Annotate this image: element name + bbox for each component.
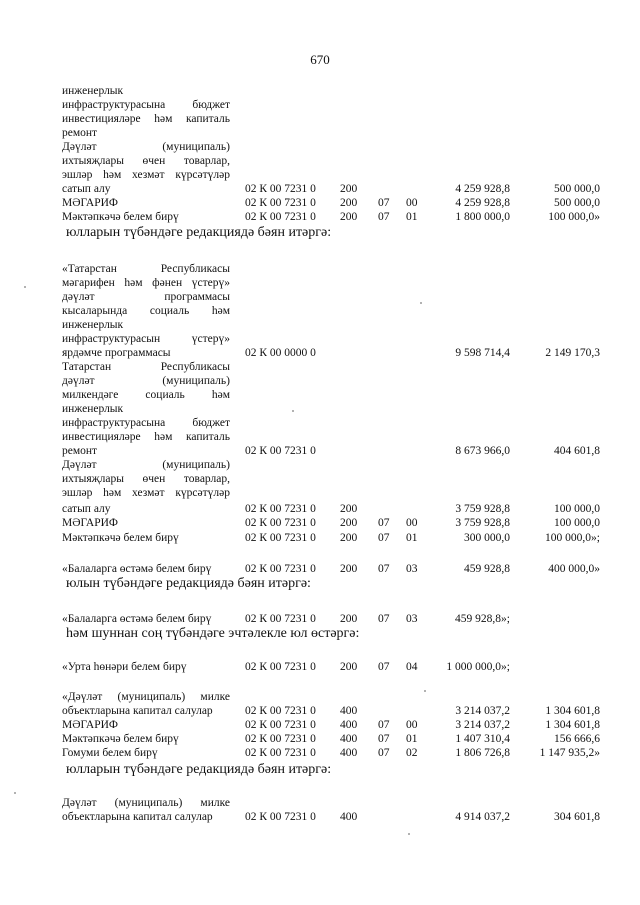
row-type: 400: [340, 733, 358, 745]
row-name: сатып алу: [62, 503, 111, 515]
row-value-2: 500 000,0: [554, 197, 600, 209]
description-line: инженерлык: [62, 403, 124, 415]
row-subsection: 01: [406, 733, 418, 745]
row-value-1: 1 000 000,0»;: [446, 661, 510, 673]
row-code: 02 К 00 7231 0: [245, 445, 316, 457]
row-subsection: 01: [406, 211, 418, 223]
description-line: инвестицияләре һәм капиталь: [62, 431, 230, 443]
row-value-1: 459 928,8»;: [455, 613, 510, 625]
description-line: инфраструктурасына бюджет: [62, 99, 230, 111]
row-type: 200: [340, 183, 358, 195]
row-code: 02 К 00 7231 0: [245, 747, 316, 759]
row-name: ремонт: [62, 445, 98, 457]
scan-speck: [420, 302, 422, 304]
row-code: 02 К 00 7231 0: [245, 183, 316, 195]
description-line: «Дәүләт (муниципаль) милке: [62, 691, 230, 703]
description-line: инфраструктурасына бюджет: [62, 417, 230, 429]
description-line: ремонт: [62, 127, 98, 139]
row-type: 200: [340, 563, 358, 575]
row-section: 07: [378, 747, 390, 759]
row-section: 07: [378, 211, 390, 223]
description-line: кысаларында социаль һәм: [62, 305, 230, 317]
row-value-1: 3 759 928,8: [455, 517, 510, 529]
row-type: 200: [340, 503, 358, 515]
row-subsection: 00: [406, 517, 418, 529]
description-line: милкендәге социаль һәм: [62, 389, 230, 401]
row-value-1: 1 800 000,0: [455, 211, 510, 223]
row-section: 07: [378, 563, 390, 575]
row-value-1: 4 914 037,2: [455, 811, 510, 823]
row-value-1: 3 214 037,2: [455, 719, 510, 731]
row-value-1: 1 806 726,8: [455, 747, 510, 759]
row-type: 400: [340, 719, 358, 731]
scan-speck: [14, 792, 16, 794]
row-section: 07: [378, 733, 390, 745]
description-line: Татарстан Республикасы: [62, 361, 230, 373]
row-value-2: 304 601,8: [554, 811, 600, 823]
row-value-1: 3 759 928,8: [455, 503, 510, 515]
row-value-1: 459 928,8: [464, 563, 510, 575]
row-code: 02 К 00 7231 0: [245, 211, 316, 223]
row-subsection: 00: [406, 719, 418, 731]
row-code: 02 К 00 7231 0: [245, 661, 316, 673]
description-line: инженерлык: [62, 319, 124, 331]
row-section: 07: [378, 661, 390, 673]
row-name: Гомуми белем бирү: [62, 747, 158, 759]
row-code: 02 К 00 7231 0: [245, 733, 316, 745]
row-type: 400: [340, 811, 358, 823]
row-name: Мәктәпкәчә белем бирү: [62, 532, 179, 544]
row-subsection: 03: [406, 613, 418, 625]
row-type: 200: [340, 211, 358, 223]
row-code: 02 К 00 7231 0: [245, 613, 316, 625]
row-section: 07: [378, 613, 390, 625]
row-value-2: 100 000,0»: [548, 211, 600, 223]
row-code: 02 К 00 0000 0: [245, 347, 316, 359]
amendment-heading: юлларын түбәндәге редакциядә бәян итәргә:: [66, 225, 332, 240]
description-line: мәгарифен һәм фәнен үстерү»: [62, 277, 230, 289]
row-code: 02 К 00 7231 0: [245, 719, 316, 731]
scan-speck: [408, 833, 410, 835]
row-name: Мәктәпкәчә белем бирү: [62, 733, 179, 745]
row-value-2: 100 000,0: [554, 517, 600, 529]
scan-speck: [424, 690, 426, 692]
description-line: эшләр һәм хезмәт күрсәтүләр: [62, 487, 230, 499]
row-section: 07: [378, 719, 390, 731]
row-code: 02 К 00 7231 0: [245, 811, 316, 823]
row-type: 200: [340, 197, 358, 209]
row-subsection: 03: [406, 563, 418, 575]
row-name: Мәктәпкәчә белем бирү: [62, 211, 179, 223]
row-name: МӘГАРИФ: [62, 517, 119, 529]
row-name: объектларына капитал салулар: [62, 705, 213, 717]
row-value-1: 300 000,0: [464, 532, 510, 544]
description-line: ихтыяҗлары өчен товарлар,: [62, 473, 230, 485]
description-line: инженерлык: [62, 85, 124, 97]
row-name: объектларына капитал салулар: [62, 811, 213, 823]
row-type: 200: [340, 613, 358, 625]
row-name: «Урта һөнәри белем бирү: [62, 661, 187, 673]
row-code: 02 К 00 7231 0: [245, 705, 316, 717]
row-value-1: 3 214 037,2: [455, 705, 510, 717]
scan-speck: [292, 410, 294, 412]
description-line: Дәүләт (муниципаль): [62, 459, 230, 471]
row-name: сатып алу: [62, 183, 111, 195]
row-subsection: 00: [406, 197, 418, 209]
row-subsection: 04: [406, 661, 418, 673]
row-value-1: 4 259 928,8: [455, 183, 510, 195]
description-line: дәүләт программасы: [62, 291, 230, 303]
description-line: дәүләт (муниципаль): [62, 375, 230, 387]
row-value-2: 100 000,0»;: [545, 532, 600, 544]
row-value-2: 156 666,6: [554, 733, 600, 745]
row-value-2: 100 000,0: [554, 503, 600, 515]
row-value-1: 8 673 966,0: [455, 445, 510, 457]
row-section: 07: [378, 197, 390, 209]
amendment-heading: һәм шуннан соң түбәндәге эчтәлекле юл өстәргә:: [66, 626, 360, 641]
row-type: 200: [340, 661, 358, 673]
row-type: 400: [340, 705, 358, 717]
row-value-2: 1 304 601,8: [545, 719, 600, 731]
row-code: 02 К 00 7231 0: [245, 503, 316, 515]
row-name: ярдәмче программасы: [62, 347, 171, 359]
row-name: «Балаларга өстәмә белем бирү: [62, 613, 212, 625]
row-code: 02 К 00 7231 0: [245, 532, 316, 544]
row-type: 400: [340, 747, 358, 759]
row-value-1: 4 259 928,8: [455, 197, 510, 209]
row-value-2: 1 147 935,2»: [539, 747, 600, 759]
description-line: Дәүләт (муниципаль) милке: [62, 797, 230, 809]
row-name: МӘГАРИФ: [62, 719, 119, 731]
row-value-2: 2 149 170,3: [545, 347, 600, 359]
row-section: 07: [378, 532, 390, 544]
row-type: 200: [340, 517, 358, 529]
row-type: 200: [340, 532, 358, 544]
description-line: инфраструктурасын үстерү»: [62, 333, 230, 345]
row-name: «Балаларга өстәмә белем бирү: [62, 563, 212, 575]
row-value-1: 1 407 310,4: [455, 733, 510, 745]
row-name: МӘГАРИФ: [62, 197, 119, 209]
row-value-2: 1 304 601,8: [545, 705, 600, 717]
row-code: 02 К 00 7231 0: [245, 563, 316, 575]
row-section: 07: [378, 517, 390, 529]
page-number: 670: [310, 52, 330, 67]
row-value-2: 500 000,0: [554, 183, 600, 195]
row-code: 02 К 00 7231 0: [245, 517, 316, 529]
row-value-2: 404 601,8: [554, 445, 600, 457]
row-subsection: 02: [406, 747, 418, 759]
scan-speck: [24, 286, 26, 288]
row-code: 02 К 00 7231 0: [245, 197, 316, 209]
amendment-heading: юлларын түбәндәге редакциядә бәян итәргә:: [66, 762, 332, 777]
description-line: «Татарстан Республикасы: [62, 263, 230, 275]
row-subsection: 01: [406, 532, 418, 544]
description-line: Дәүләт (муниципаль): [62, 141, 230, 153]
amendment-heading: юлын түбәндәге редакциядә бәян итәргә:: [66, 576, 311, 591]
row-value-1: 9 598 714,4: [455, 347, 510, 359]
description-line: ихтыяҗлары өчен товарлар,: [62, 155, 230, 167]
description-line: инвестицияләре һәм капиталь: [62, 113, 230, 125]
row-value-2: 400 000,0»: [548, 563, 600, 575]
description-line: эшләр һәм хезмәт күрсәтүләр: [62, 169, 230, 181]
